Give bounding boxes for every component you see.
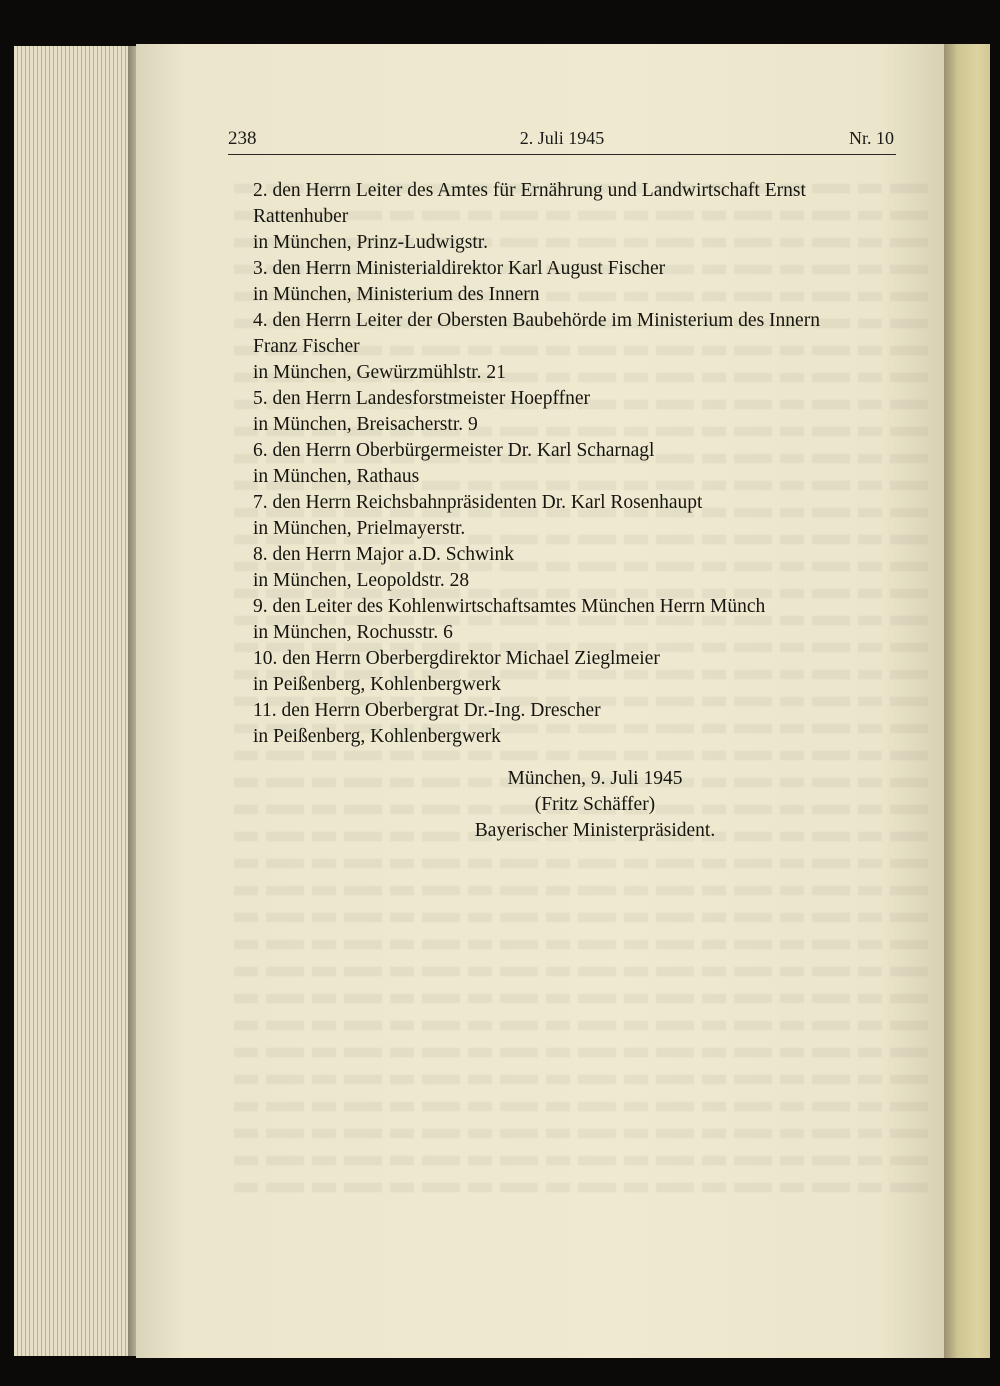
recipient-line: in München, Gewürzmühlstr. 21 xyxy=(253,362,506,383)
show-through-line xyxy=(228,1183,928,1192)
signature-block xyxy=(430,766,760,844)
recipient-line: Rattenhuber xyxy=(253,206,349,227)
recipient-line: 2. den Herrn Leiter des Amtes für Ernährung und Landwirtschaft Ernst xyxy=(253,180,806,201)
header-date: 2. Juli 1945 xyxy=(519,128,605,148)
recipient-line: in München, Breisacherstr. 9 xyxy=(253,414,478,435)
recipient-list xyxy=(253,178,903,750)
recipient-line: in München, Leopoldstr. 28 xyxy=(253,570,470,591)
signature-place-date: München, 9. Juli 1945 xyxy=(507,768,683,789)
show-through-line xyxy=(228,1021,928,1030)
show-through-line xyxy=(228,1075,928,1084)
page-number: 238 xyxy=(228,128,257,149)
show-through-line xyxy=(228,1129,928,1138)
signature-title: Bayerischer Ministerpräsident. xyxy=(474,820,716,841)
running-header xyxy=(228,128,896,154)
show-through-line xyxy=(228,994,928,1003)
recipient-line: 6. den Herrn Oberbürgermeister Dr. Karl Scharnagl xyxy=(253,440,655,461)
recipient-line: in München, Ministerium des Innern xyxy=(253,284,540,305)
recipient-line: 8. den Herrn Major a.D. Schwink xyxy=(253,544,515,565)
recipient-line: in Peißenberg, Kohlenbergwerk xyxy=(253,726,501,747)
show-through-line xyxy=(228,859,928,868)
scan-border xyxy=(990,0,1000,1386)
recipient-line: Franz Fischer xyxy=(253,336,360,357)
show-through-line xyxy=(228,1102,928,1111)
recipient-line: 4. den Herrn Leiter der Obersten Baubehörde im Ministerium des Innern xyxy=(253,310,820,331)
header-rule xyxy=(228,154,896,155)
show-through-line xyxy=(228,751,928,760)
recipient-line: in Peißenberg, Kohlenbergwerk xyxy=(253,674,501,695)
document-number: Nr. 10 xyxy=(849,128,894,148)
show-through-line xyxy=(228,1048,928,1057)
recipient-line: in München, Rathaus xyxy=(253,466,420,487)
show-through-line xyxy=(228,967,928,976)
recipient-line: 7. den Herrn Reichsbahnpräsidenten Dr. Karl Rosenhaupt xyxy=(253,492,703,513)
recipient-line: in München, Prinz-Ludwigstr. xyxy=(253,232,489,253)
stacked-page-edges xyxy=(14,46,134,1356)
show-through-line xyxy=(228,913,928,922)
recipient-line: 10. den Herrn Oberbergdirektor Michael Zieglmeier xyxy=(253,648,660,669)
recipient-line: in München, Rochusstr. 6 xyxy=(253,622,453,643)
show-through-line xyxy=(228,886,928,895)
show-through-line xyxy=(228,1156,928,1165)
signature-name: (Fritz Schäffer) xyxy=(534,794,656,815)
recipient-line: 11. den Herrn Oberbergrat Dr.-Ing. Drescher xyxy=(253,700,601,721)
recipient-line: 5. den Herrn Landesforstmeister Hoepffner xyxy=(253,388,590,409)
show-through-line xyxy=(228,940,928,949)
recipient-line: 3. den Herrn Ministerialdirektor Karl August Fischer xyxy=(253,258,666,279)
recipient-line: in München, Prielmayerstr. xyxy=(253,518,466,539)
recipient-line: 9. den Leiter des Kohlenwirtschaftsamtes München Herrn Münch xyxy=(253,596,766,617)
